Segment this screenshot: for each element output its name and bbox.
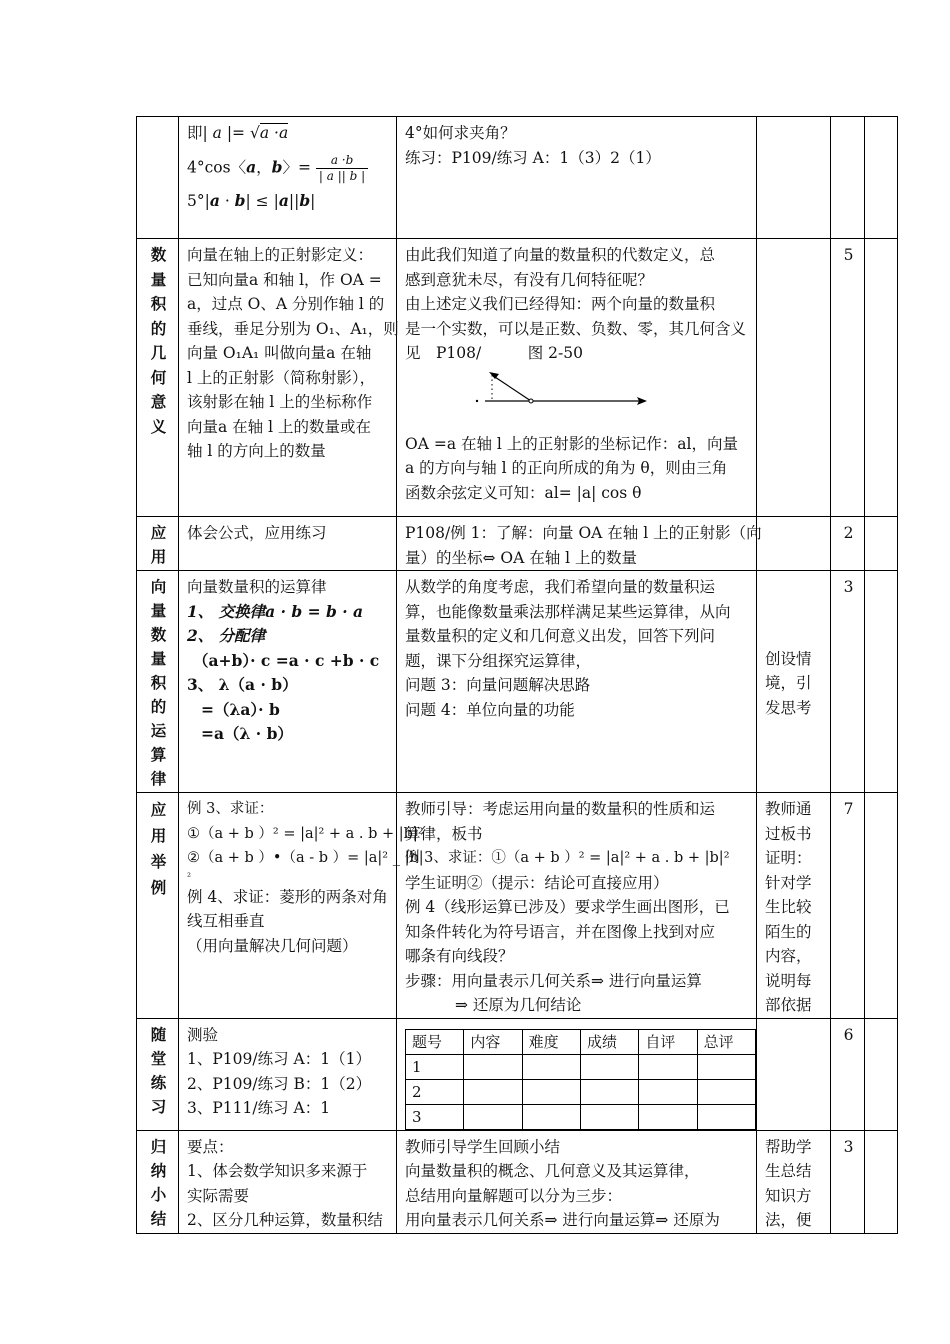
eval-header-row [406,1029,756,1054]
activity-line: 是一个实数，可以是正数、负数、零，其几何含义 [405,319,747,338]
inequality-line: 5°|a · b| ≤ |a||b| [187,191,316,210]
content-line: 该射影在轴 l 上的坐标称作 [187,393,373,411]
lesson-plan-table [136,116,898,1234]
activity-line: 向量数量积的概念、几何意义及其运算律， [405,1162,700,1180]
intent-line: 针对学 [765,873,812,892]
activity-line: ⇒ 还原为几何结论 [455,996,582,1014]
eval-cell [522,1104,580,1129]
eval-cell [580,1079,638,1104]
eval-cell [639,1054,697,1079]
content-line: 3、P111/练习 A：1 [187,1099,331,1117]
eval-cell [697,1054,755,1079]
activity-cell [397,1130,757,1233]
minutes-cell: 3 [831,571,865,793]
table-row [137,571,898,793]
content-line: 例 4、求证：菱形的两条对角 [187,887,388,906]
notes-cell [865,1018,898,1130]
content-line: 3、 λ（a · b） [187,675,298,694]
content-cell [179,1018,397,1130]
section-text: 随堂练习 [150,1025,167,1116]
intent-line: 证明： [765,849,812,867]
content-line: 测验 [187,1025,219,1044]
eval-cell [697,1104,755,1129]
section-text: 数量积的几何意义 [150,246,167,436]
eval-cell: 3 [406,1104,464,1129]
section-label [137,517,179,571]
activity-line: 步骤：用向量表示几何关系⇒ 进行向量运算 [405,971,702,990]
activity-line: 哪条有向线段？ [405,947,514,965]
evaluation-table [405,1029,756,1130]
eval-row [406,1104,756,1129]
activity-line: 算律，板书 [405,824,483,843]
minutes-cell: 6 [831,1018,865,1130]
content-line: =（λa）· b [201,699,280,719]
content-line: 1、P109/练习 A：1（1） [187,1050,371,1068]
intent-cell [757,793,831,1019]
section-label [137,239,179,517]
intent-line: 帮助学 [765,1137,812,1156]
section-label [137,1018,179,1130]
intent-line: 法，便 [765,1211,812,1229]
content-line: 向量a 在轴 l 上的数量或在 [187,417,371,436]
content-line: 线互相垂直 [187,912,265,930]
eval-cell [697,1079,755,1104]
intent-line: 境，引 [765,674,812,693]
content-line: 2、 分配律 [187,626,266,645]
eval-header-cell: 难度 [522,1029,580,1054]
intent-cell [757,117,831,239]
intent-line: 教师通 [765,800,812,818]
activity-cell [397,517,762,571]
table-row [137,239,898,517]
intent-line: 创设情 [765,649,812,668]
vector-line [492,375,531,401]
content-line: 向量 O₁A₁ 叫做向量a 在轴 [187,344,372,362]
content-cell [179,517,397,571]
activity-line: 用向量表示几何关系⇒ 进行向量运算⇒ 还原为 [405,1211,720,1229]
section-text: 应用举例 [150,801,167,897]
eval-header-cell: 内容 [464,1029,522,1054]
table-row [137,1018,898,1130]
intent-line: 说明每 [765,971,812,990]
intent-line: 陌生的 [765,922,812,941]
content-line: （用向量解决几何问题） [187,936,358,955]
activity-line: 练习：P109/练习 A：1（3）2（1） [405,148,661,167]
activity-line: 题，课下分组探究运算律， [405,651,592,670]
content-line: 即| a |= √a ·a [187,124,289,142]
activity-line: 问题 3：向量问题解决思路 [405,676,591,694]
section-label [137,1130,179,1233]
cos-fraction [316,153,368,184]
activity-line: 例 3、求证：①（a + b ）² = |a|² + a . b + |b|² [405,850,730,866]
fraction-numerator: a ·b [316,153,368,169]
content-line: ² [187,871,192,883]
eval-header-cell: 题号 [406,1029,464,1054]
activity-line: 教师引导：考虑运用向量的数量积的性质和运 [405,800,716,818]
intent-line: 过板书 [765,824,812,843]
origin-point [529,399,533,403]
activity-cell [397,239,757,517]
intent-cell [757,571,831,793]
activity-cell [397,793,757,1019]
section-label [137,117,179,239]
section-text: 应用 [150,524,167,566]
content-line: 体会公式，应用练习 [187,524,327,542]
eval-row [406,1054,756,1079]
activity-line: 例 4（线形运算已涉及）要求学生画出图形，已 [405,898,730,916]
content-line: 已知向量a 和轴 l，作 OA = [187,270,382,289]
content-line: 1、体会数学知识多来源于 [187,1162,368,1180]
content-cell [179,1130,397,1233]
content-line: ②（a + b ）•（a - b ）= |a|² _ |b| [187,850,424,866]
activity-line: 算，也能像数量乘法那样满足某些运算律，从向 [405,602,731,621]
eval-cell [464,1104,522,1129]
intent-line: 发思考 [765,698,812,717]
axis-dot [476,399,478,401]
activity-line: 学生证明②（提示：结论可直接应用） [405,873,669,892]
content-line: a，过点 O、A 分别作轴 l 的 [187,295,385,313]
activity-line: 问题 4：单位向量的功能 [405,700,575,719]
activity-line: 见 P108/ 图 2-50 [405,344,583,362]
activity-line: 量）的坐标⇔ OA 在轴 l 上的数量 [405,548,638,567]
content-line: 2、区分几种运算，数量积结 [187,1211,383,1229]
table-row [137,793,898,1019]
content-line: （a+b）· c =a · c +b · c [193,650,380,670]
notes-cell [865,117,898,239]
content-line: 向量在轴上的正射影定义： [187,246,374,264]
eval-cell [522,1079,580,1104]
content-line: 1、 交换律a · b = b · a [187,601,364,621]
content-cell [179,117,397,239]
eval-header-cell: 成绩 [580,1029,638,1054]
intent-line: 内容， [765,947,812,965]
content-cell [179,793,424,1019]
intent-line: 生总结 [765,1162,812,1180]
table-row [137,1130,898,1233]
activity-cell [397,1018,757,1130]
cos-formula: 4°cos〈a，b〉= $\frac{a \cdot b}{| a || b |}$ [187,153,390,189]
eval-row [406,1079,756,1104]
content-line: 2、P109/练习 B：1（2） [187,1074,372,1093]
eval-cell [522,1054,580,1079]
activity-line: 4°如何求夹角？ [405,124,516,142]
activity-line: P108/例 1：了解：向量 OA 在轴 l 上的正射影（向 [405,524,762,542]
activity-line: 总结用向量解题可以分为三步： [405,1186,623,1205]
content-line: l 上的正射影（简称射影）， [187,368,376,387]
content-line: =a（λ · b） [201,724,293,743]
content-line: 实际需要 [187,1186,250,1205]
content-line: 向量数量积的运算律 [187,578,327,596]
table-row [137,517,898,571]
activity-line: 由上述定义我们已经得知：两个向量的数量积 [405,295,716,313]
content-line: 例 3、求证： [187,801,274,817]
minutes-cell: 5 [831,239,865,517]
eval-cell: 1 [406,1054,464,1079]
activity-line: 教师引导学生回顾小结 [405,1137,561,1156]
intent-cell [757,517,831,571]
activity-line: 函数余弦定义可知：al= |a| cos θ [405,483,642,502]
notes-cell [865,793,898,1019]
eval-cell [580,1054,638,1079]
activity-line: 从数学的角度考虑，我们希望向量的数量积运 [405,578,716,596]
section-label [137,793,179,1019]
eval-cell [639,1104,697,1129]
eval-header-cell: 自评 [639,1029,697,1054]
content-line: ①（a + b ）² = |a|² + a . b + |b|² [187,825,424,842]
intent-cell [757,239,831,517]
notes-cell [865,517,898,571]
content-line: 轴 l 的方向上的数量 [187,442,326,460]
eval-cell [464,1079,522,1104]
table-row [137,117,898,239]
fraction-denominator: | a || b | [318,169,366,183]
activity-line: 由此我们知道了向量的数量积的代数定义，总 [405,246,716,264]
intent-cell [757,1130,831,1233]
activity-line: 量数量积的定义和几何意义出发，回答下列问 [405,627,716,645]
content-cell [179,571,397,793]
eval-cell [464,1054,522,1079]
activity-cell [397,117,757,239]
minutes-cell: 7 [831,793,865,1019]
section-text: 向量数量积的运算律 [150,578,167,788]
eval-cell: 2 [406,1079,464,1104]
notes-cell [865,239,898,517]
activity-line: 感到意犹未尽，有没有几何特征呢？ [405,270,654,289]
notes-cell [865,1130,898,1233]
minutes-cell [831,117,865,239]
eval-cell [639,1079,697,1104]
intent-line: 知识方 [765,1186,812,1205]
activity-line: a 的方向与轴 l 的正向所成的角为 θ，则由三角 [405,459,728,477]
intent-line: 部依据 [765,996,812,1014]
eval-cell [580,1104,638,1129]
content-cell [179,239,397,517]
section-text: 归纳小结 [150,1137,167,1228]
activity-line: 知条件转化为符号语言，并在图像上找到对应 [405,922,716,941]
section-label [137,571,179,793]
intent-line: 生比较 [765,898,812,916]
projection-figure [465,366,665,432]
activity-line: OA =a 在轴 l 上的正射影的坐标记作：al，向量 [405,434,738,453]
intent-cell [757,1018,831,1130]
activity-cell [397,571,757,793]
eval-header-cell: 总评 [697,1029,755,1054]
content-line: 垂线，垂足分别为 O₁、A₁，则 [187,319,399,338]
notes-cell [865,571,898,793]
minutes-cell: 2 [831,517,865,571]
minutes-cell: 3 [831,1130,865,1233]
content-line: 要点： [187,1137,234,1156]
